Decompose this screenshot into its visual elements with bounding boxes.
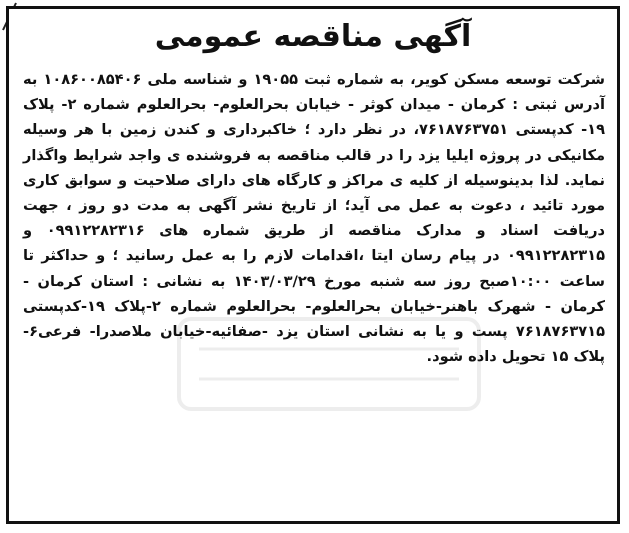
notice-border xyxy=(6,6,620,524)
notice-body: شرکت توسعه مسکن کویر، به شماره ثبت ۱۹۰۵۵ و شناسه ملی ۱۰۸۶۰۰۸۵۴۰۶ به آدرس ثبتی : کرمان - میدان کوثر - خیابان بحرالعلوم- بحرالعلوم شماره ۲- پلاک ۱۹- کدپستی ۷۶۱۸۷۶۳۷۵۱، در نظر دارد ؛ خاکبرداری و کندن زمین با هر وسیله مکانیکی در پروژه ایلیا یزد را در قالب مناقصه به فروشنده ی واجد شرایط واگذار نماید. لذا بدینوسیله از کلیه ی مراکز و کارگاه های دارای صلاحیت و سوابق کاری مورد تائید ، دعوت به عمل می آید؛ از تاریخ نشر آگهی به مدت دو روز ، جهت دریافت اسناد و مدارک مناقصه از طریق شماره های ۰۹۹۱۲۲۸۲۳۱۶ و ۰۹۹۱۲۲۸۲۳۱۵ در پیام رسان ایتا ،اقدامات لازم را به عمل رسانید ؛ و حداکثر تا ساعت ۱۰:۰۰صبح روز سه شنبه مورخ ۱۴۰۳/۰۳/۲۹ به نشانی : استان کرمان - کرمان - شهرک باهنر-خیابان بحرالعلوم- بحرالعلوم شماره ۲-پلاک ۱۹-کدپستی ۷۶۱۸۷۶۳۷۱۵ پست و یا به نشانی استان یزد -صفائیه-خیابان ملاصدرا- فرعی۶- پلاک ۱۵ تحویل داده شود. xyxy=(23,71,605,366)
notice-title: آگهی مناقصه عمومی xyxy=(154,19,472,54)
